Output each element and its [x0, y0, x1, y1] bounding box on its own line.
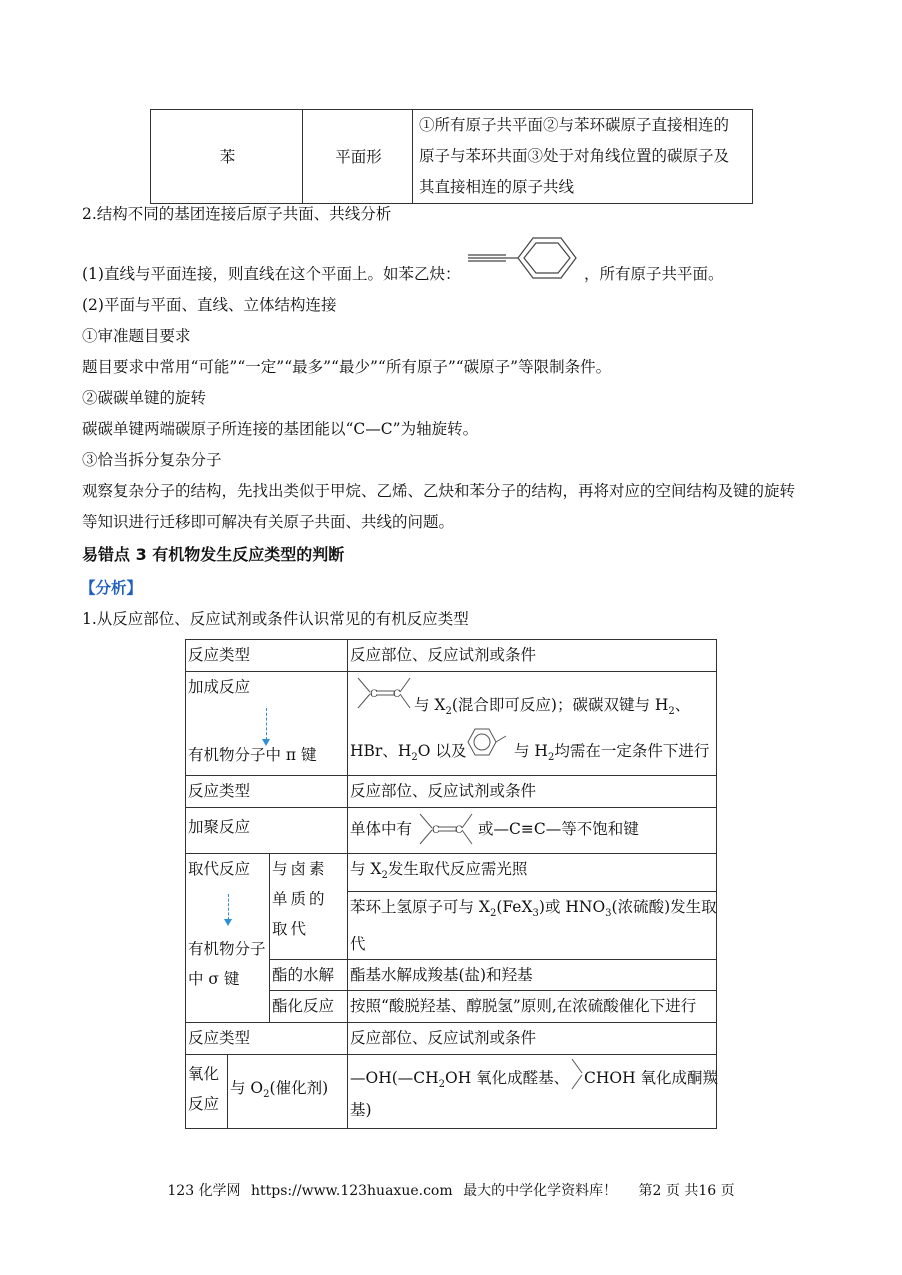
p4: 题目要求中常用“可能”“一定”“最多”“最少”“所有原子”“碳原子”等限制条件。 — [82, 358, 612, 376]
addition-line2: HBr、$H_2O$ 以及 — [350, 742, 467, 764]
analysis-label: 【分析】 — [80, 578, 143, 597]
p1-after: ，所有原子共平面。 — [584, 265, 724, 283]
down-arrow-icon — [228, 894, 229, 920]
cell-polymer: 加聚反应 — [186, 808, 348, 854]
cell-planar: 平面形 — [303, 110, 413, 204]
cell-esterification: 酯化反应 — [270, 991, 348, 1023]
page-footer — [0, 1180, 902, 1200]
cell-halogen: 与卤素单质的取代 — [270, 854, 348, 960]
footer-slogan: 最大的中学化学资料库！ — [463, 1183, 618, 1199]
addition-line1: 与 $X_2$(混合即可反应)；碳碳双键与 $H_2$、 — [414, 696, 691, 718]
footer-url[interactable]: https://www.123huaxue.com — [251, 1183, 453, 1199]
p1-before: (1)直线与平面连接，则直线在这个平面上。如苯乙炔： — [82, 265, 461, 283]
cell-addition — [186, 672, 348, 776]
p8a: 观察复杂分子的结构，先找出类似于甲烷、乙烯、乙炔和苯分子的结构，再将对应的空间结构及键的旋转 — [82, 482, 796, 500]
reaction-table — [185, 639, 717, 1129]
polymer-text-b: 或—C≡C—等不饱和键 — [478, 820, 639, 838]
cell-benzene: 苯 — [151, 110, 303, 204]
substitution-label: 取代反应 — [188, 860, 251, 878]
header-type-3: 反应类型 — [186, 1023, 348, 1055]
cell-halo2: 苯环上氢原子可与 $X_2(FeX_3)$或 $HNO_3$(浓硫酸)发生取 代 — [348, 892, 717, 960]
alkene-double-bond-icon — [418, 812, 474, 848]
ox-line1b: CHOH 氧化成酮羰 — [584, 1069, 719, 1088]
cell-addition-desc — [348, 672, 717, 776]
cell-polymer-desc — [348, 808, 717, 854]
cell-halo1: 与 $X_2$发生取代反应需光照 — [348, 854, 717, 892]
structure-table — [150, 109, 753, 204]
p2: (2)平面与平面、直线、立体结构连接 — [82, 296, 337, 314]
addition-line2b: 与 $H_2$均需在一定条件下进行 — [514, 742, 710, 764]
p6: 碳碳单键两端碳原子所连接的基团能以“C—C”为轴旋转。 — [82, 420, 479, 438]
desc-line: ①所有原子共平面②与苯环碳原子直接相连的 — [419, 116, 730, 134]
heading-errorpoint-3: 易错点 3 有机物发生反应类型的判断 — [82, 545, 345, 564]
footer-site: 123 化学网 — [167, 1183, 241, 1199]
item1-title: 1.从反应部位、反应试剂或条件认识常见的有机反应类型 — [82, 610, 469, 628]
svg-text:C: C — [432, 825, 440, 836]
cell-esterification-desc: 按照“酸脱羟基、醇脱氢”原则,在浓硫酸催化下进行 — [348, 991, 717, 1023]
ox-line1a: $—OH(—CH_2OH$ 氧化成醛基、 — [350, 1069, 570, 1091]
sigma-label-a: 有机物分子 — [188, 940, 266, 958]
sigma-label-b: 中 σ 键 — [188, 970, 240, 988]
cell-substitution — [186, 854, 270, 1023]
footer-page: 第2 页 共16 页 — [638, 1183, 735, 1199]
header-type-2: 反应类型 — [186, 776, 348, 808]
toluene-ring-icon — [464, 724, 508, 760]
header-type: 反应类型 — [186, 640, 348, 672]
polymer-text-a: 单体中有 — [350, 820, 413, 838]
cell-o2: 与 $O_2$(催化剂) — [228, 1055, 348, 1129]
ox-line2: 基) — [350, 1101, 372, 1120]
cell-ester-hydrolysis-desc: 酯基水解成羧基(盐)和羟基 — [348, 960, 717, 991]
section2-title: 2.结构不同的基团连接后原子共面、共线分析 — [82, 205, 392, 223]
svg-text:C: C — [370, 689, 378, 700]
svg-text:C: C — [455, 825, 463, 836]
cell-benzene-desc — [413, 110, 753, 204]
phenylacetylene-structure-icon — [466, 234, 582, 282]
cell-oxidation-desc — [348, 1055, 717, 1129]
desc-line: 其直接相连的原子共线 — [419, 178, 575, 196]
p3: ①审准题目要求 — [82, 327, 191, 345]
cell-ester-hydrolysis: 酯的水解 — [270, 960, 348, 991]
p8b: 等知识进行迁移即可解决有关原子共面、共线的问题。 — [82, 513, 455, 531]
desc-line: 原子与苯环共面③处于对角线位置的碳原子及 — [419, 147, 730, 165]
svg-text:C: C — [393, 689, 401, 700]
header-conditions-3: 反应部位、反应试剂或条件 — [348, 1023, 717, 1055]
down-arrow-icon — [266, 708, 267, 740]
cell-oxidation: 氧化反应 — [186, 1055, 228, 1129]
p7: ③恰当拆分复杂分子 — [82, 451, 222, 469]
alkene-double-bond-icon — [356, 676, 412, 712]
p5: ②碳碳单键的旋转 — [82, 389, 207, 407]
header-conditions-2: 反应部位、反应试剂或条件 — [348, 776, 717, 808]
secondary-alcohol-branch-icon — [570, 1057, 584, 1091]
addition-label: 加成反应 — [188, 678, 251, 696]
header-conditions: 反应部位、反应试剂或条件 — [348, 640, 717, 672]
pi-bond-label: 有机物分子中 π 键 — [188, 746, 317, 764]
